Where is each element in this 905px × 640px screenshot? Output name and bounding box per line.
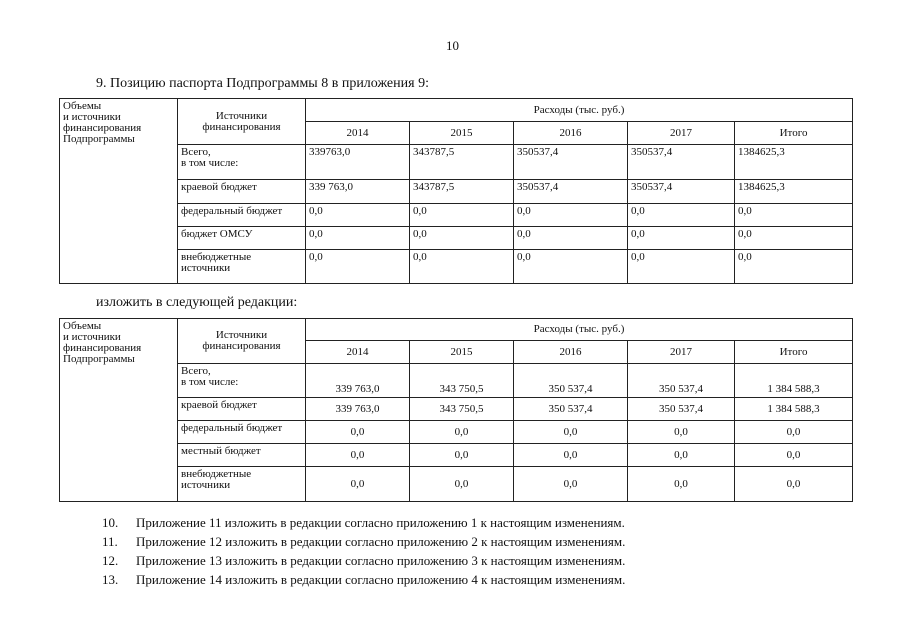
source-label: федеральный бюджет: [178, 421, 306, 444]
value-cell: 0,0: [306, 250, 410, 284]
value-cell: 0,0: [628, 204, 735, 227]
paragraph-9: 9. Позицию паспорта Подпрограммы 8 в приложения 9:: [96, 76, 429, 91]
source-label: внебюджетные источники: [178, 250, 306, 284]
value-cell: 343787,5: [410, 145, 514, 180]
item-text: Приложение 12 изложить в редакции согласно приложению 2 к настоящим изменениям.: [136, 534, 626, 549]
value-cell: 343787,5: [410, 180, 514, 204]
source-label: внебюджетные источники: [178, 467, 306, 502]
value-cell: 0,0: [628, 250, 735, 284]
value-cell: 0,0: [306, 467, 410, 502]
expenses-header-cell: Расходы (тыс. руб.): [306, 319, 853, 341]
value-cell: 0,0: [514, 444, 628, 467]
sources-header-cell: Источники финансирования: [178, 319, 306, 364]
item-text: Приложение 11 изложить в редакции согласно приложению 1 к настоящим изменениям.: [136, 515, 625, 530]
left-header-cell: Объемы и источники финансирования Подпрограммы: [60, 319, 178, 502]
source-label: федеральный бюджет: [178, 204, 306, 227]
table-row: [60, 421, 853, 444]
value-cell: 0,0: [735, 204, 853, 227]
item-text: Приложение 14 изложить в редакции согласно приложению 4 к настоящим изменениям.: [136, 572, 626, 587]
value-cell: 350 537,4: [628, 398, 735, 421]
item-number: 11.: [102, 534, 118, 549]
source-label: краевой бюджет: [178, 398, 306, 421]
value-cell: 0,0: [410, 204, 514, 227]
table-row: [60, 398, 853, 421]
left-header-cell: Объемы и источники финансирования Подпрограммы: [60, 99, 178, 284]
table-row: [60, 444, 853, 467]
year-header-cell: 2014: [306, 122, 410, 145]
list-item: [102, 551, 625, 570]
table-row: [60, 364, 853, 398]
value-cell: 1384625,3: [735, 145, 853, 180]
value-cell: 339763,0: [306, 145, 410, 180]
value-cell: 0,0: [306, 444, 410, 467]
value-cell: 0,0: [514, 250, 628, 284]
value-cell: 350 537,4: [628, 364, 735, 398]
source-label: бюджет ОМСУ: [178, 227, 306, 250]
list-item: [102, 532, 625, 551]
value-cell: 350537,4: [628, 180, 735, 204]
page-number: 10: [446, 38, 459, 53]
value-cell: 350537,4: [514, 145, 628, 180]
replace-paragraph: изложить в следующей редакции:: [96, 295, 298, 310]
funding-table-old: [59, 98, 853, 284]
funding-table-new: [59, 318, 853, 502]
table-row: [60, 204, 853, 227]
year-header-cell: Итого: [735, 122, 853, 145]
value-cell: 343 750,5: [410, 364, 514, 398]
table-row: [60, 180, 853, 204]
value-cell: 339 763,0: [306, 398, 410, 421]
value-cell: 350537,4: [628, 145, 735, 180]
value-cell: 339 763,0: [306, 180, 410, 204]
value-cell: 0,0: [628, 444, 735, 467]
year-header-cell: 2014: [306, 341, 410, 364]
value-cell: 0,0: [628, 421, 735, 444]
year-header-cell: Итого: [735, 341, 853, 364]
source-label: Всего, в том числе:: [178, 145, 306, 180]
value-cell: 0,0: [306, 421, 410, 444]
table-row: [60, 227, 853, 250]
sources-header-cell: Источники финансирования: [178, 99, 306, 145]
value-cell: 0,0: [735, 421, 853, 444]
value-cell: 0,0: [306, 227, 410, 250]
year-header-cell: 2016: [514, 341, 628, 364]
source-label: краевой бюджет: [178, 180, 306, 204]
value-cell: 0,0: [735, 467, 853, 502]
value-cell: 0,0: [735, 444, 853, 467]
value-cell: 0,0: [514, 204, 628, 227]
value-cell: 350 537,4: [514, 364, 628, 398]
item-number: 10.: [102, 515, 119, 530]
value-cell: 0,0: [735, 227, 853, 250]
value-cell: 0,0: [410, 227, 514, 250]
source-label: местный бюджет: [178, 444, 306, 467]
value-cell: 0,0: [514, 467, 628, 502]
value-cell: 0,0: [514, 421, 628, 444]
year-header-cell: 2017: [628, 341, 735, 364]
item-text: Приложение 13 изложить в редакции согласно приложению 3 к настоящим изменениям.: [136, 553, 626, 568]
table-row: [60, 145, 853, 180]
list-item: [102, 570, 625, 589]
value-cell: 0,0: [628, 227, 735, 250]
item-number: 13.: [102, 572, 119, 587]
value-cell: 0,0: [410, 467, 514, 502]
year-header-cell: 2017: [628, 122, 735, 145]
item-number: 12.: [102, 553, 119, 568]
value-cell: 0,0: [306, 204, 410, 227]
value-cell: 1 384 588,3: [735, 364, 853, 398]
value-cell: 1384625,3: [735, 180, 853, 204]
value-cell: 1 384 588,3: [735, 398, 853, 421]
value-cell: 343 750,5: [410, 398, 514, 421]
value-cell: 0,0: [410, 250, 514, 284]
year-header-cell: 2015: [410, 341, 514, 364]
value-cell: 0,0: [514, 227, 628, 250]
value-cell: 339 763,0: [306, 364, 410, 398]
year-header-cell: 2016: [514, 122, 628, 145]
value-cell: 0,0: [410, 421, 514, 444]
value-cell: 0,0: [410, 444, 514, 467]
source-label: Всего, в том числе:: [178, 364, 306, 398]
table-row: [60, 250, 853, 284]
value-cell: 0,0: [735, 250, 853, 284]
numbered-items: [102, 513, 625, 589]
expenses-header-cell: Расходы (тыс. руб.): [306, 99, 853, 122]
value-cell: 350537,4: [514, 180, 628, 204]
table-row: [60, 467, 853, 502]
year-header-cell: 2015: [410, 122, 514, 145]
value-cell: 0,0: [628, 467, 735, 502]
list-item: [102, 513, 625, 532]
value-cell: 350 537,4: [514, 398, 628, 421]
